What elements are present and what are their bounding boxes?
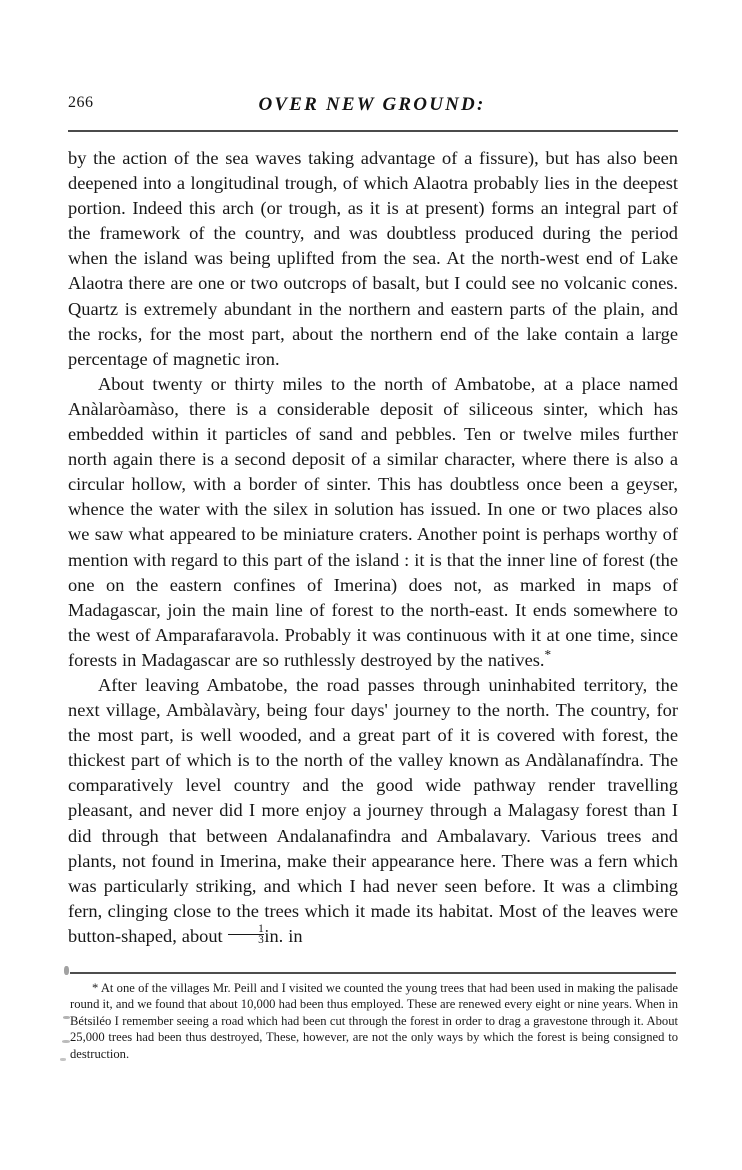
footnote-block [70, 980, 678, 1062]
scan-speck [62, 1040, 70, 1043]
footnote-text: * At one of the villages Mr. Peill and I visited we counted the young trees that had been used in making the palisade round it, and we found that about 10,000 had been thus employed. These are renewed every eight or nine years. When in Bétsiléo I remember seeing a road which had been cut through the forest in order to drag a gravestone through it. About 25,000 trees had been thus destroyed, These, however, are not the only ways by which the forest is being consigned to destruction. [70, 981, 678, 1061]
fraction-one-third [228, 922, 265, 946]
scan-speck [64, 966, 69, 975]
scan-speck [63, 1016, 70, 1019]
footnote-reference-marker[interactable]: * [544, 646, 552, 662]
scan-speck [186, 337, 189, 340]
paragraph-ambatobe [68, 673, 678, 949]
paragraph-ambatobe-text-after: in. in [264, 926, 303, 947]
scan-speck [60, 1058, 66, 1061]
folio-number: 266 [68, 94, 94, 111]
paragraph-ambatobe-text-before: After leaving Ambatobe, the road passes through uninhabited territory, the next village, Ambàlavàry, being four days' journey to the north. The country, for the most part, is well wooded, and a great part of it is covered with forest, the thickest part of which is to the north of the valley known as Andàlanafíndra. The comparatively level country and the good wide pathway render travelling pleasant, and never did I more enjoy a journey through a Malagasy forest than I did through that between Andalanafindra and Ambalavary. Various trees and plants, not found in Imerina, make their appearance here. There was a fern which was particularly striking, and which I had never seen before. It was a climbing fern, clinging close to the trees which it made its habitat. Most of the leaves were button-shaped, about [68, 674, 678, 947]
footnote-separator-rule [70, 972, 676, 974]
fraction-denominator: 3 [258, 933, 264, 946]
paragraph-sinter [68, 372, 678, 673]
header-rule [68, 130, 678, 132]
body-text-block [68, 146, 678, 949]
page-header [68, 94, 676, 124]
scan-speck [442, 160, 445, 163]
paragraph-continued: by the action of the sea waves taking advantage of a fissure), but has also been deepened into a longitudinal trough, of which Alaotra probably lies in the deepest portion. Indeed this arch (or trough, as it is at present) forms an integral part of the framework of the country, and was doubtless produced during the period when the island was being uplifted from the sea. At the north-west end of Lake Alaotra there are one or two outcrops of basalt, but I could see no volcanic cones. Quartz is extremely abundant in the northern and eastern parts of the plain, and the rocks, for the most part, about the northern end of the lake contain a large percentage of magnetic iron. [68, 148, 678, 369]
paragraph-sinter-text: About twenty or thirty miles to the north of Ambatobe, at a place named Anàlaròamàso, there is a considerable deposit of siliceous sinter, which has embedded within it particles of sand and pebbles. Ten or twelve miles further north again there is a second deposit of a similar character, where there is also a circular hollow, with a border of sinter. This has doubtless once been a geyser, whence the water with the silex in solution has issued. In one or two places also we saw what appeared to be miniature craters. Another point is perhaps worthy of mention with regard to this part of the island : it is that the inner line of forest (the one on the eastern confines of Imerina) does not, as marked in maps of Madagascar, join the main line of forest to the north-east. It ends somewhere to the west of Amparafaravola. Probably it was continuous with it at one time, since forests in Madagascar are so ruthlessly destroyed by the natives. [68, 373, 678, 670]
running-title: OVER NEW GROUND: [258, 93, 486, 116]
fraction-numerator: 1 [228, 925, 265, 935]
